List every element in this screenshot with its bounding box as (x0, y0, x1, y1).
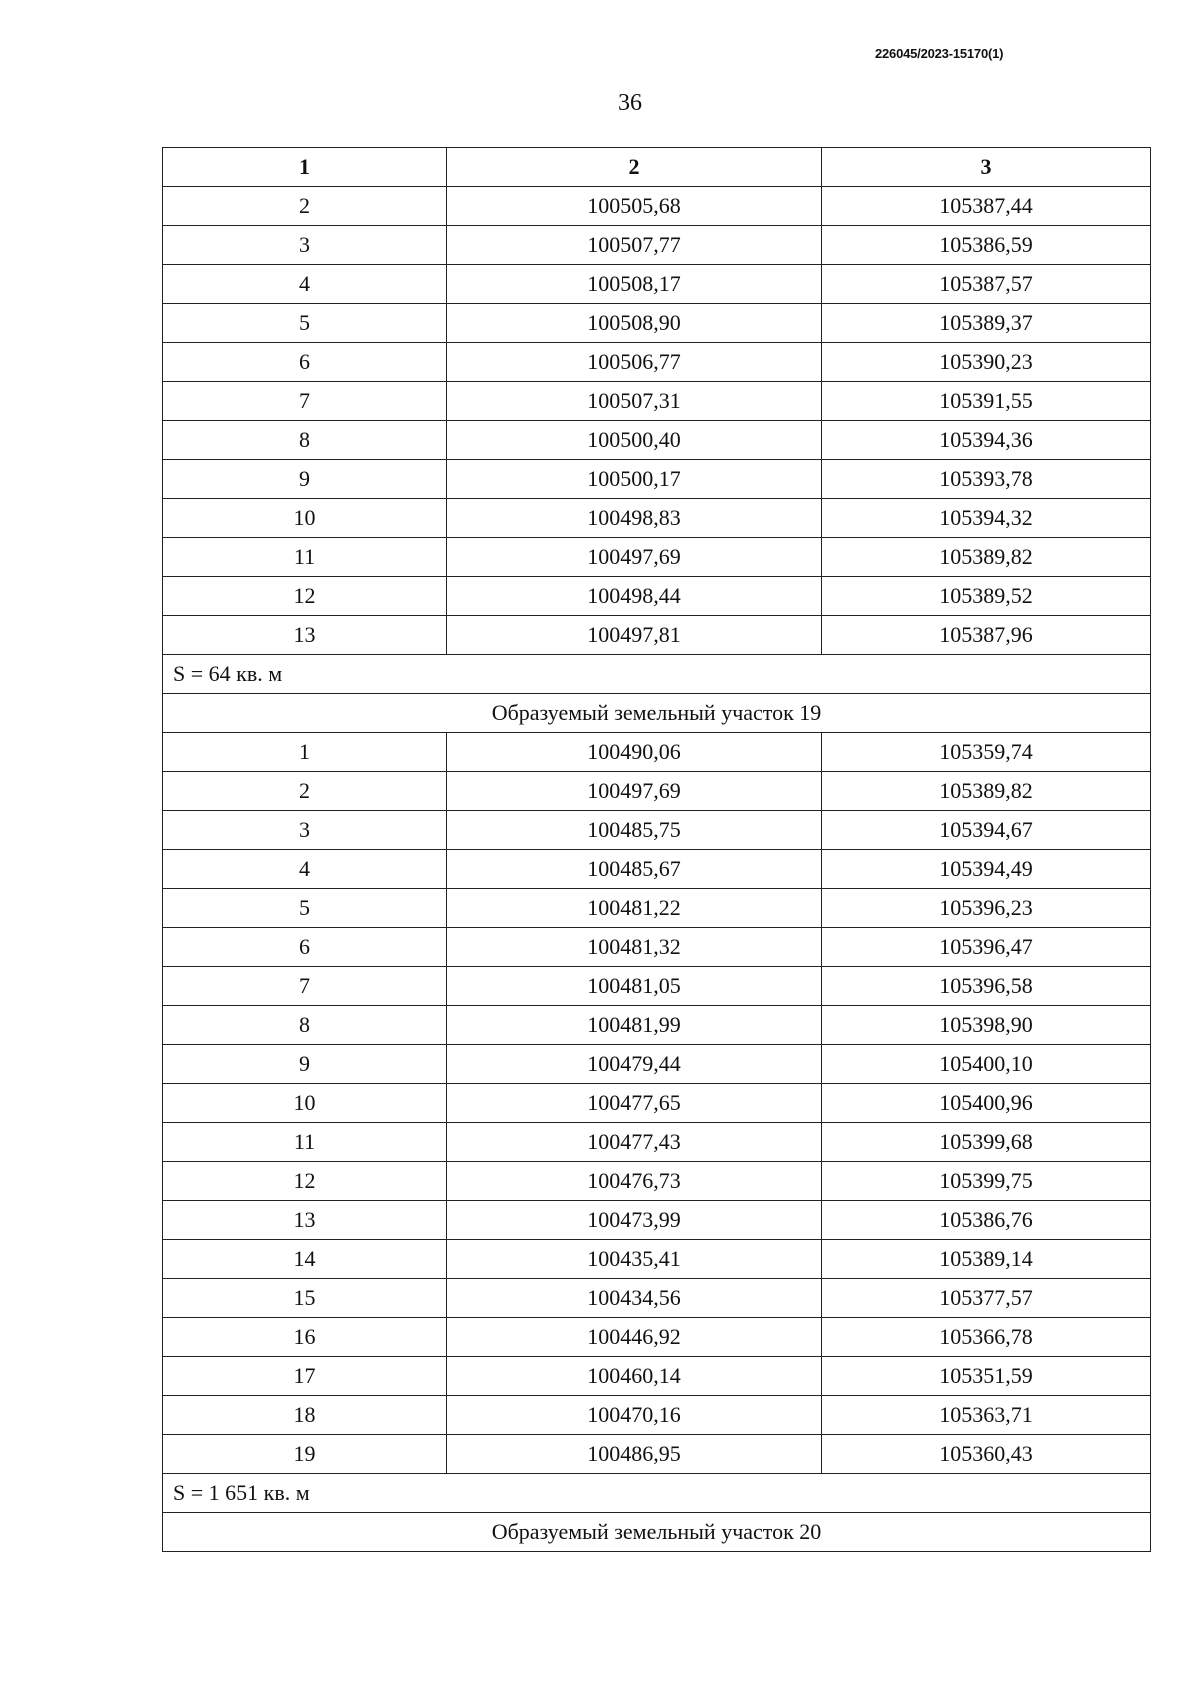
x-coordinate-cell: 100507,31 (447, 382, 822, 421)
section-title-row (163, 1513, 1151, 1552)
column-header: 1 (163, 148, 447, 187)
table-row (163, 1435, 1151, 1474)
table-row (163, 1084, 1151, 1123)
x-coordinate-cell: 100500,40 (447, 421, 822, 460)
point-number-cell: 10 (163, 1084, 447, 1123)
point-number-cell: 3 (163, 226, 447, 265)
document-number: 226045/2023-15170(1) (875, 46, 1004, 61)
point-number-cell: 5 (163, 889, 447, 928)
y-coordinate-cell: 105366,78 (822, 1318, 1151, 1357)
y-coordinate-cell: 105394,32 (822, 499, 1151, 538)
y-coordinate-cell: 105389,82 (822, 772, 1151, 811)
table-row (163, 733, 1151, 772)
section-title: Образуемый земельный участок 19 (163, 694, 1151, 733)
point-number-cell: 9 (163, 460, 447, 499)
point-number-cell: 11 (163, 538, 447, 577)
table-row (163, 1357, 1151, 1396)
point-number-cell: 14 (163, 1240, 447, 1279)
table-row (163, 421, 1151, 460)
point-number-cell: 13 (163, 1201, 447, 1240)
table-row (163, 1006, 1151, 1045)
x-coordinate-cell: 100507,77 (447, 226, 822, 265)
point-number-cell: 12 (163, 577, 447, 616)
point-number-cell: 12 (163, 1162, 447, 1201)
x-coordinate-cell: 100481,99 (447, 1006, 822, 1045)
table-row (163, 1123, 1151, 1162)
y-coordinate-cell: 105363,71 (822, 1396, 1151, 1435)
section-title: Образуемый земельный участок 20 (163, 1513, 1151, 1552)
table-row (163, 1240, 1151, 1279)
point-number-cell: 6 (163, 343, 447, 382)
table-row (163, 928, 1151, 967)
area-row (163, 655, 1151, 694)
y-coordinate-cell: 105396,47 (822, 928, 1151, 967)
x-coordinate-cell: 100506,77 (447, 343, 822, 382)
x-coordinate-cell: 100479,44 (447, 1045, 822, 1084)
table-row (163, 1045, 1151, 1084)
y-coordinate-cell: 105391,55 (822, 382, 1151, 421)
x-coordinate-cell: 100498,44 (447, 577, 822, 616)
x-coordinate-cell: 100486,95 (447, 1435, 822, 1474)
y-coordinate-cell: 105386,59 (822, 226, 1151, 265)
y-coordinate-cell: 105398,90 (822, 1006, 1151, 1045)
table-row (163, 616, 1151, 655)
y-coordinate-cell: 105360,43 (822, 1435, 1151, 1474)
table-row (163, 382, 1151, 421)
point-number-cell: 17 (163, 1357, 447, 1396)
table-row (163, 850, 1151, 889)
x-coordinate-cell: 100481,05 (447, 967, 822, 1006)
y-coordinate-cell: 105394,67 (822, 811, 1151, 850)
table-row (163, 226, 1151, 265)
x-coordinate-cell: 100476,73 (447, 1162, 822, 1201)
point-number-cell: 5 (163, 304, 447, 343)
point-number-cell: 7 (163, 967, 447, 1006)
x-coordinate-cell: 100497,81 (447, 616, 822, 655)
table-header-row (163, 148, 1151, 187)
y-coordinate-cell: 105400,10 (822, 1045, 1151, 1084)
x-coordinate-cell: 100505,68 (447, 187, 822, 226)
point-number-cell: 9 (163, 1045, 447, 1084)
x-coordinate-cell: 100435,41 (447, 1240, 822, 1279)
table-row (163, 343, 1151, 382)
y-coordinate-cell: 105394,36 (822, 421, 1151, 460)
table-row (163, 499, 1151, 538)
point-number-cell: 15 (163, 1279, 447, 1318)
table-body (163, 187, 1151, 1552)
x-coordinate-cell: 100500,17 (447, 460, 822, 499)
y-coordinate-cell: 105389,37 (822, 304, 1151, 343)
x-coordinate-cell: 100460,14 (447, 1357, 822, 1396)
table-row (163, 1201, 1151, 1240)
x-coordinate-cell: 100434,56 (447, 1279, 822, 1318)
x-coordinate-cell: 100481,22 (447, 889, 822, 928)
y-coordinate-cell: 105386,76 (822, 1201, 1151, 1240)
y-coordinate-cell: 105393,78 (822, 460, 1151, 499)
x-coordinate-cell: 100485,75 (447, 811, 822, 850)
y-coordinate-cell: 105399,75 (822, 1162, 1151, 1201)
table-row (163, 1162, 1151, 1201)
y-coordinate-cell: 105359,74 (822, 733, 1151, 772)
y-coordinate-cell: 105394,49 (822, 850, 1151, 889)
x-coordinate-cell: 100497,69 (447, 538, 822, 577)
coordinates-table (162, 147, 1151, 1552)
x-coordinate-cell: 100508,90 (447, 304, 822, 343)
table-row (163, 304, 1151, 343)
table-row (163, 1279, 1151, 1318)
y-coordinate-cell: 105377,57 (822, 1279, 1151, 1318)
point-number-cell: 4 (163, 265, 447, 304)
table-row (163, 967, 1151, 1006)
x-coordinate-cell: 100470,16 (447, 1396, 822, 1435)
point-number-cell: 8 (163, 1006, 447, 1045)
x-coordinate-cell: 100485,67 (447, 850, 822, 889)
point-number-cell: 19 (163, 1435, 447, 1474)
y-coordinate-cell: 105399,68 (822, 1123, 1151, 1162)
table-row (163, 460, 1151, 499)
y-coordinate-cell: 105400,96 (822, 1084, 1151, 1123)
point-number-cell: 13 (163, 616, 447, 655)
area-value: S = 64 кв. м (163, 655, 1151, 694)
point-number-cell: 4 (163, 850, 447, 889)
table-row (163, 889, 1151, 928)
table-row (163, 811, 1151, 850)
point-number-cell: 2 (163, 772, 447, 811)
y-coordinate-cell: 105389,82 (822, 538, 1151, 577)
column-header: 3 (822, 148, 1151, 187)
y-coordinate-cell: 105396,58 (822, 967, 1151, 1006)
point-number-cell: 7 (163, 382, 447, 421)
table-row (163, 1396, 1151, 1435)
x-coordinate-cell: 100490,06 (447, 733, 822, 772)
point-number-cell: 1 (163, 733, 447, 772)
point-number-cell: 10 (163, 499, 447, 538)
point-number-cell: 2 (163, 187, 447, 226)
table-row (163, 187, 1151, 226)
x-coordinate-cell: 100446,92 (447, 1318, 822, 1357)
y-coordinate-cell: 105387,96 (822, 616, 1151, 655)
y-coordinate-cell: 105389,52 (822, 577, 1151, 616)
point-number-cell: 11 (163, 1123, 447, 1162)
y-coordinate-cell: 105390,23 (822, 343, 1151, 382)
x-coordinate-cell: 100497,69 (447, 772, 822, 811)
point-number-cell: 8 (163, 421, 447, 460)
y-coordinate-cell: 105387,44 (822, 187, 1151, 226)
point-number-cell: 18 (163, 1396, 447, 1435)
area-value: S = 1 651 кв. м (163, 1474, 1151, 1513)
column-header: 2 (447, 148, 822, 187)
x-coordinate-cell: 100477,65 (447, 1084, 822, 1123)
area-row (163, 1474, 1151, 1513)
x-coordinate-cell: 100473,99 (447, 1201, 822, 1240)
x-coordinate-cell: 100508,17 (447, 265, 822, 304)
x-coordinate-cell: 100498,83 (447, 499, 822, 538)
page-number: 36 (618, 90, 642, 116)
point-number-cell: 6 (163, 928, 447, 967)
table-row (163, 538, 1151, 577)
point-number-cell: 3 (163, 811, 447, 850)
section-title-row (163, 694, 1151, 733)
y-coordinate-cell: 105387,57 (822, 265, 1151, 304)
y-coordinate-cell: 105351,59 (822, 1357, 1151, 1396)
table-row (163, 265, 1151, 304)
x-coordinate-cell: 100477,43 (447, 1123, 822, 1162)
table-row (163, 577, 1151, 616)
x-coordinate-cell: 100481,32 (447, 928, 822, 967)
y-coordinate-cell: 105396,23 (822, 889, 1151, 928)
table-row (163, 772, 1151, 811)
point-number-cell: 16 (163, 1318, 447, 1357)
y-coordinate-cell: 105389,14 (822, 1240, 1151, 1279)
table-row (163, 1318, 1151, 1357)
